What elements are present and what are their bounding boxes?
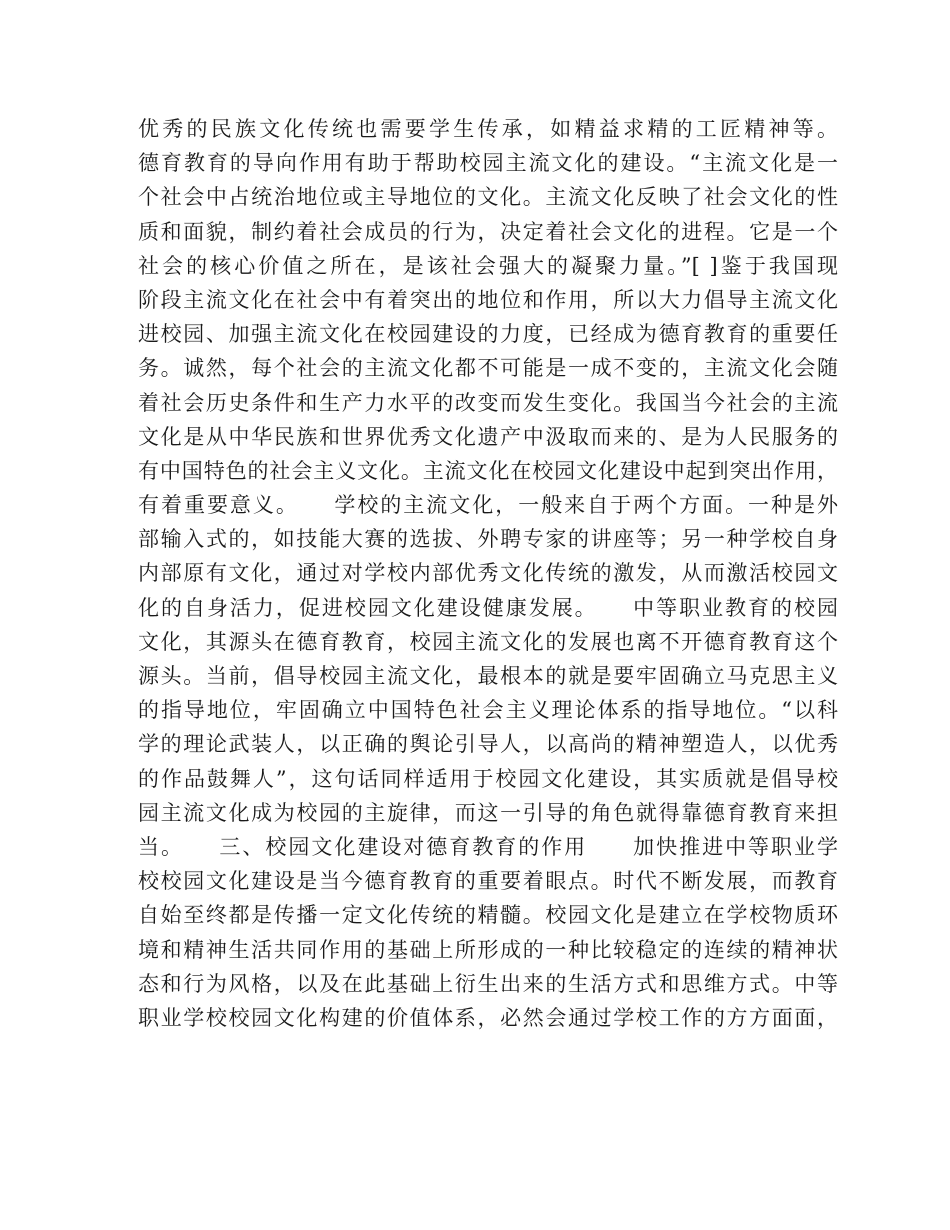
text-line: 阶段主流文化在社会中有着突出的地位和作用，所以大力倡导主流文化 (138, 287, 838, 312)
text-line: 文化是从中华民族和世界优秀文化遗产中汲取而来的、是为人民服务的 (138, 424, 838, 449)
text-line: 境和精神生活共同作用的基础上所形成的一种比较稳定的连续的精神状 (138, 937, 838, 962)
text-line: 的作品鼓舞人”，这句话同样适用于校园文化建设，其实质就是倡导校 (138, 766, 838, 791)
text-line: 的指导地位，牢固确立中国特色社会主义理论体系的指导地位。“以科 (138, 698, 838, 723)
text-line: 化的自身活力，促进校园文化建设健康发展。 中等职业教育的校园 (138, 595, 838, 620)
body-text (138, 112, 838, 1035)
text-line: 个社会中占统治地位或主导地位的文化。主流文化反映了社会文化的性 (138, 185, 838, 210)
text-line: 态和行为风格，以及在此基础上衍生出来的生活方式和思维方式。中等 (138, 971, 838, 996)
text-line: 着社会历史条件和生产力水平的改变而发生变化。我国当今社会的主流 (138, 390, 838, 415)
text-line: 文化，其源头在德育教育，校园主流文化的发展也离不开德育教育这个 (138, 629, 838, 654)
text-line: 进校园、加强主流文化在校园建设的力度，已经成为德育教育的重要任 (138, 322, 838, 347)
text-line: 园主流文化成为校园的主旋律，而这一引导的角色就得靠德育教育来担 (138, 800, 838, 825)
text-line: 校校园文化建设是当今德育教育的重要着眼点。时代不断发展，而教育 (138, 869, 838, 894)
text-line: 德育教育的导向作用有助于帮助校园主流文化的建设。“主流文化是一 (138, 151, 838, 176)
text-line: 自始至终都是传播一定文化传统的精髓。校园文化是建立在学校物质环 (138, 903, 838, 928)
text-line: 社会的核心价值之所在，是该社会强大的凝聚力量。”[ ]鉴于我国现 (138, 253, 838, 278)
text-line: 职业学校校园文化构建的价值体系，必然会通过学校工作的方方面面， (138, 1005, 838, 1030)
text-line: 部输入式的，如技能大赛的选拔、外聘专家的讲座等；另一种学校自身 (138, 527, 838, 552)
text-line: 当。 三、校园文化建设对德育教育的作用 加快推进中等职业学 (138, 834, 838, 859)
text-line: 源头。当前，倡导校园主流文化，最根本的就是要牢固确立马克思主义 (138, 664, 838, 688)
text-line: 内部原有文化，通过对学校内部优秀文化传统的激发，从而激活校园文 (138, 561, 838, 586)
text-line: 有着重要意义。 学校的主流文化，一般来自于两个方面。一种是外 (138, 493, 838, 518)
text-line: 优秀的民族文化传统也需要学生传承，如精益求精的工匠精神等。 (138, 117, 838, 141)
text-line: 质和面貌，制约着社会成员的行为，决定着社会文化的进程。它是一个 (138, 219, 838, 244)
text-line: 有中国特色的社会主义文化。主流文化在校园文化建设中起到突出作用， (138, 458, 838, 483)
text-line: 务。诚然，每个社会的主流文化都不可能是一成不变的，主流文化会随 (138, 356, 838, 381)
text-line: 学的理论武装人，以正确的舆论引导人，以高尚的精神塑造人，以优秀 (138, 732, 838, 757)
